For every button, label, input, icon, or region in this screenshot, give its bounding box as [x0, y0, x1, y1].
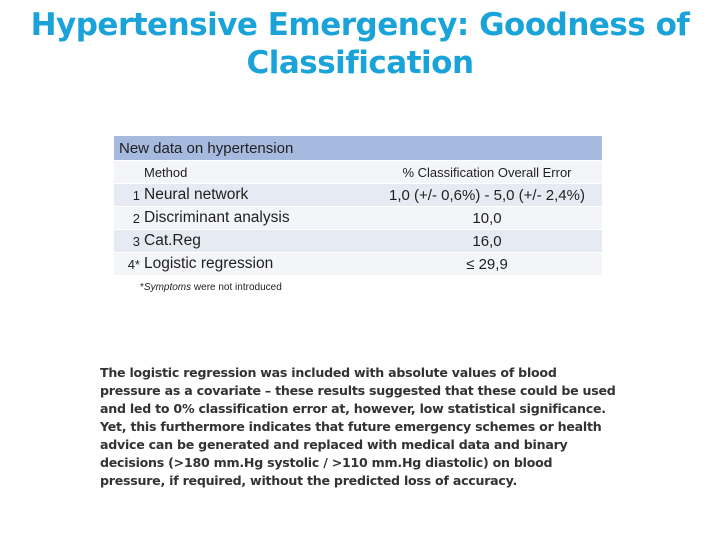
row-number: 3	[132, 233, 140, 249]
body-paragraph: The logistic regression was included with absolute values of blood pressure as a covariate – these results suggested that these could be used and led to 0% classification error at, however, low statistical significance. Yet, this furthermore indicates that future emergency schemes or health advice can be generated and replaced with medical data and binary decisions (>180 mm.Hg systolic / >110 mm.Hg diastolic) on blood pressure, if required, without the predicted loss of accuracy.	[100, 365, 616, 488]
table-row	[114, 206, 602, 229]
table-row	[114, 229, 602, 252]
column-header-row	[114, 160, 602, 183]
slide-title-line2: Classification	[246, 45, 474, 81]
slide-title-line1: Hypertensive Emergency: Goodness of	[30, 7, 690, 43]
row-error: 1,0 (+/- 0,6%) - 5,0 (+/- 2,4%)	[389, 186, 585, 204]
row-number: 1	[132, 187, 140, 203]
row-error: ≤ 29,9	[466, 255, 508, 273]
row-method: Discriminant analysis	[144, 209, 290, 226]
footnote-marker: *	[140, 282, 144, 293]
row-number: 2	[132, 210, 140, 226]
row-number: 4*	[127, 256, 140, 272]
footnote-italic: Symptoms	[143, 282, 192, 293]
table-row	[114, 252, 602, 275]
table-header: New data on hypertension	[114, 136, 602, 160]
slide-title	[30, 6, 690, 82]
row-error: 16,0	[472, 232, 502, 250]
row-method: Cat.Reg	[144, 232, 201, 249]
footnote-text: were not introduced	[191, 282, 282, 293]
column-header-error: % Classification Overall Error	[402, 164, 572, 180]
row-method: Logistic regression	[144, 255, 274, 272]
footnote	[140, 282, 282, 293]
table-row	[114, 183, 602, 206]
row-method: Neural network	[144, 186, 249, 203]
row-error: 10,0	[472, 209, 502, 227]
results-table	[114, 136, 602, 275]
column-header-method: Method	[144, 164, 188, 180]
